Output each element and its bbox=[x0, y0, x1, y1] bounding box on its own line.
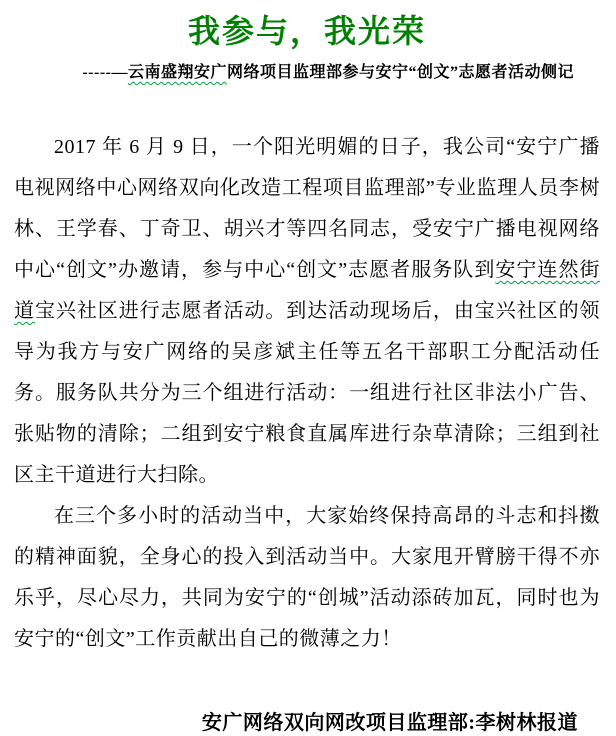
subtitle-wavy-text: 云南盛翔安广 bbox=[127, 64, 227, 81]
paragraph-2: 在三个多小时的活动当中，大家始终保持高昂的斗志和抖擞的精神面貌，全身心的投入到活动当中。大家甩开臂膀干得不亦乐乎，尽心尽力，共同为安宁的“创城”活动添砖加瓦，同时也为安宁的“创文”工作贡献出自己的微薄之力！ bbox=[14, 505, 600, 650]
article-body bbox=[14, 127, 600, 660]
paragraph-1-wavy-text: 安宁连然街道 bbox=[14, 259, 600, 322]
paragraph-1-segment-1: 2017 年 6 月 9 日，一个阳光明媚的日子，我公司“安宁广播电视网络中心网络双向化改造工程项目监理部”专业监理人员李树林、王学春、丁奇卫、胡兴才等四名同志，受安宁广播电视网络中心“创文”办邀请，参与中心“创文”志愿者服务队到 bbox=[14, 136, 600, 281]
byline: 安广网络双向网改项目监理部:李树林报道 bbox=[201, 712, 578, 734]
paragraph-1-segment-2: 宝兴社区进行志愿者活动。到达活动现场后，由宝兴社区的领导为我方与安广网络的吴彦斌主任等五名干部职工分配活动任务。服务队共分为三个组进行活动：一组进行社区非法小广告、张贴物的清除；二组到安宁粮食直属库进行杂草清除；三组到社区主干道进行大扫除。 bbox=[14, 300, 601, 486]
subtitle-dashes: -----— bbox=[82, 64, 128, 81]
paragraph-1 bbox=[14, 127, 600, 496]
subtitle-rest: 网络项目监理部参与安宁“创文”志愿者活动侧记 bbox=[226, 64, 574, 81]
subtitle bbox=[14, 62, 600, 84]
page-title: 我参与，我光荣 bbox=[187, 13, 426, 49]
